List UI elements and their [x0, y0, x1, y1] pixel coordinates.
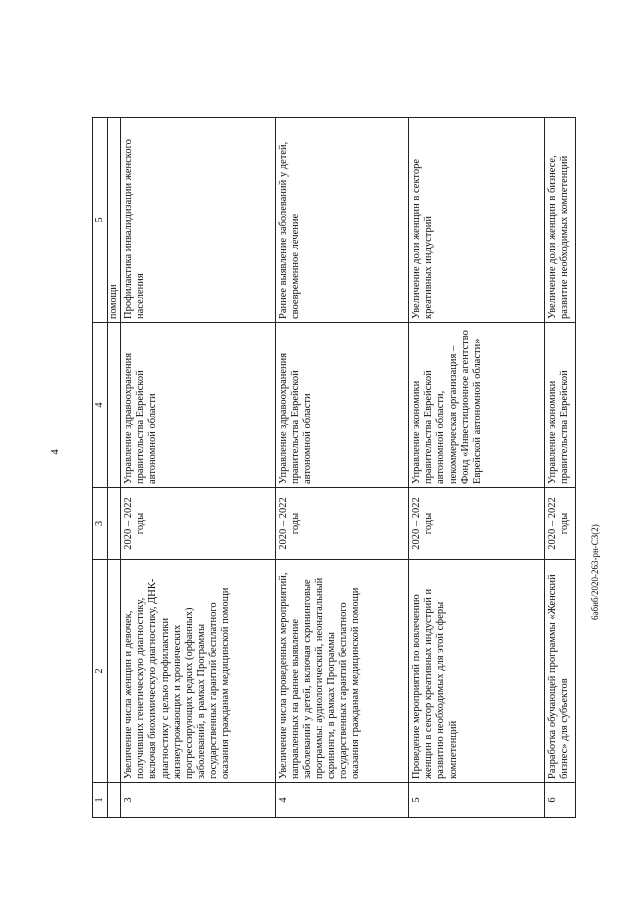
row-event: Увеличение числа женщин и девочек, получивших генетическую диагностику, включая биохимическую диагностику, ДНК-диагностику с целью профилактики жизнеугрожающих и хронических прогрессирующих редких (орфанных) заболеваний, в рамках Программы государственных гарантий бесплатного оказания гражданам медицинской помощи: [121, 560, 275, 783]
row-event: Увеличение числа проведенных мероприятий, направленных на раннее выявление заболеваний у детей, включая скрининговые программы: аудиологический, неонатальный скрининги, в рамках Программы государственных гарантий бесплатного оказания гражданам медицинской помощи: [275, 560, 409, 783]
row-executor: Управление здравоохранения правительства Еврейской автономной области: [121, 323, 275, 488]
row-executor: Управление экономики правительства Еврейской: [545, 323, 576, 488]
row-result: Увеличение доли женщин в секторе креативных индустрий: [409, 118, 545, 323]
header-col-1: 1: [93, 783, 108, 818]
table-row: [275, 118, 409, 818]
row-event: Проведение мероприятий по вовлечению женщин в сектор креативных индустрий и развитию необходимых для этой сферы компетенций: [409, 560, 545, 783]
row-period: 2020 – 2022 годы: [121, 488, 275, 560]
header-col-2: 2: [93, 560, 108, 783]
row-result: Раннее выявление заболеваний у детей, своевременное лечение: [275, 118, 409, 323]
header-col-3: 3: [93, 488, 108, 560]
page-number: 4: [49, 449, 61, 455]
row-period: 2020 – 2022 годы: [545, 488, 576, 560]
row-result: Профилактика инвалидизации женского населения: [121, 118, 275, 323]
table-row: [409, 118, 545, 818]
row-result: Увеличение доли женщин в бизнесе, развитие необходимых компетенций: [545, 118, 576, 323]
row-number: 6: [545, 783, 576, 818]
continuation-row: [108, 118, 121, 818]
row-period: 2020 – 2022 годы: [275, 488, 409, 560]
row-period: 2020 – 2022 годы: [409, 488, 545, 560]
row-executor: Управление здравоохранения правительства Еврейской автономной области: [275, 323, 409, 488]
header-col-4: 4: [93, 323, 108, 488]
row-number: 5: [409, 783, 545, 818]
row-number: 4: [275, 783, 409, 818]
continuation-text: помощи: [108, 118, 121, 323]
row-event: Разработка обучающей программы «Женский бизнес» для субъектов: [545, 560, 576, 783]
row-executor: Управление экономики правительства Еврейской автономной области, некоммерческая организация – Фонд «Инвестиционное агентство Еврейской автономной области»: [409, 323, 545, 488]
row-number: 3: [121, 783, 275, 818]
document-code: 6абиб/2020-263-рн-СЗ(2): [590, 524, 600, 620]
measures-table: [92, 118, 576, 818]
header-col-5: 5: [93, 118, 108, 323]
table-row: [545, 118, 576, 818]
table-row: [121, 118, 275, 818]
table-header-row: [93, 118, 108, 818]
